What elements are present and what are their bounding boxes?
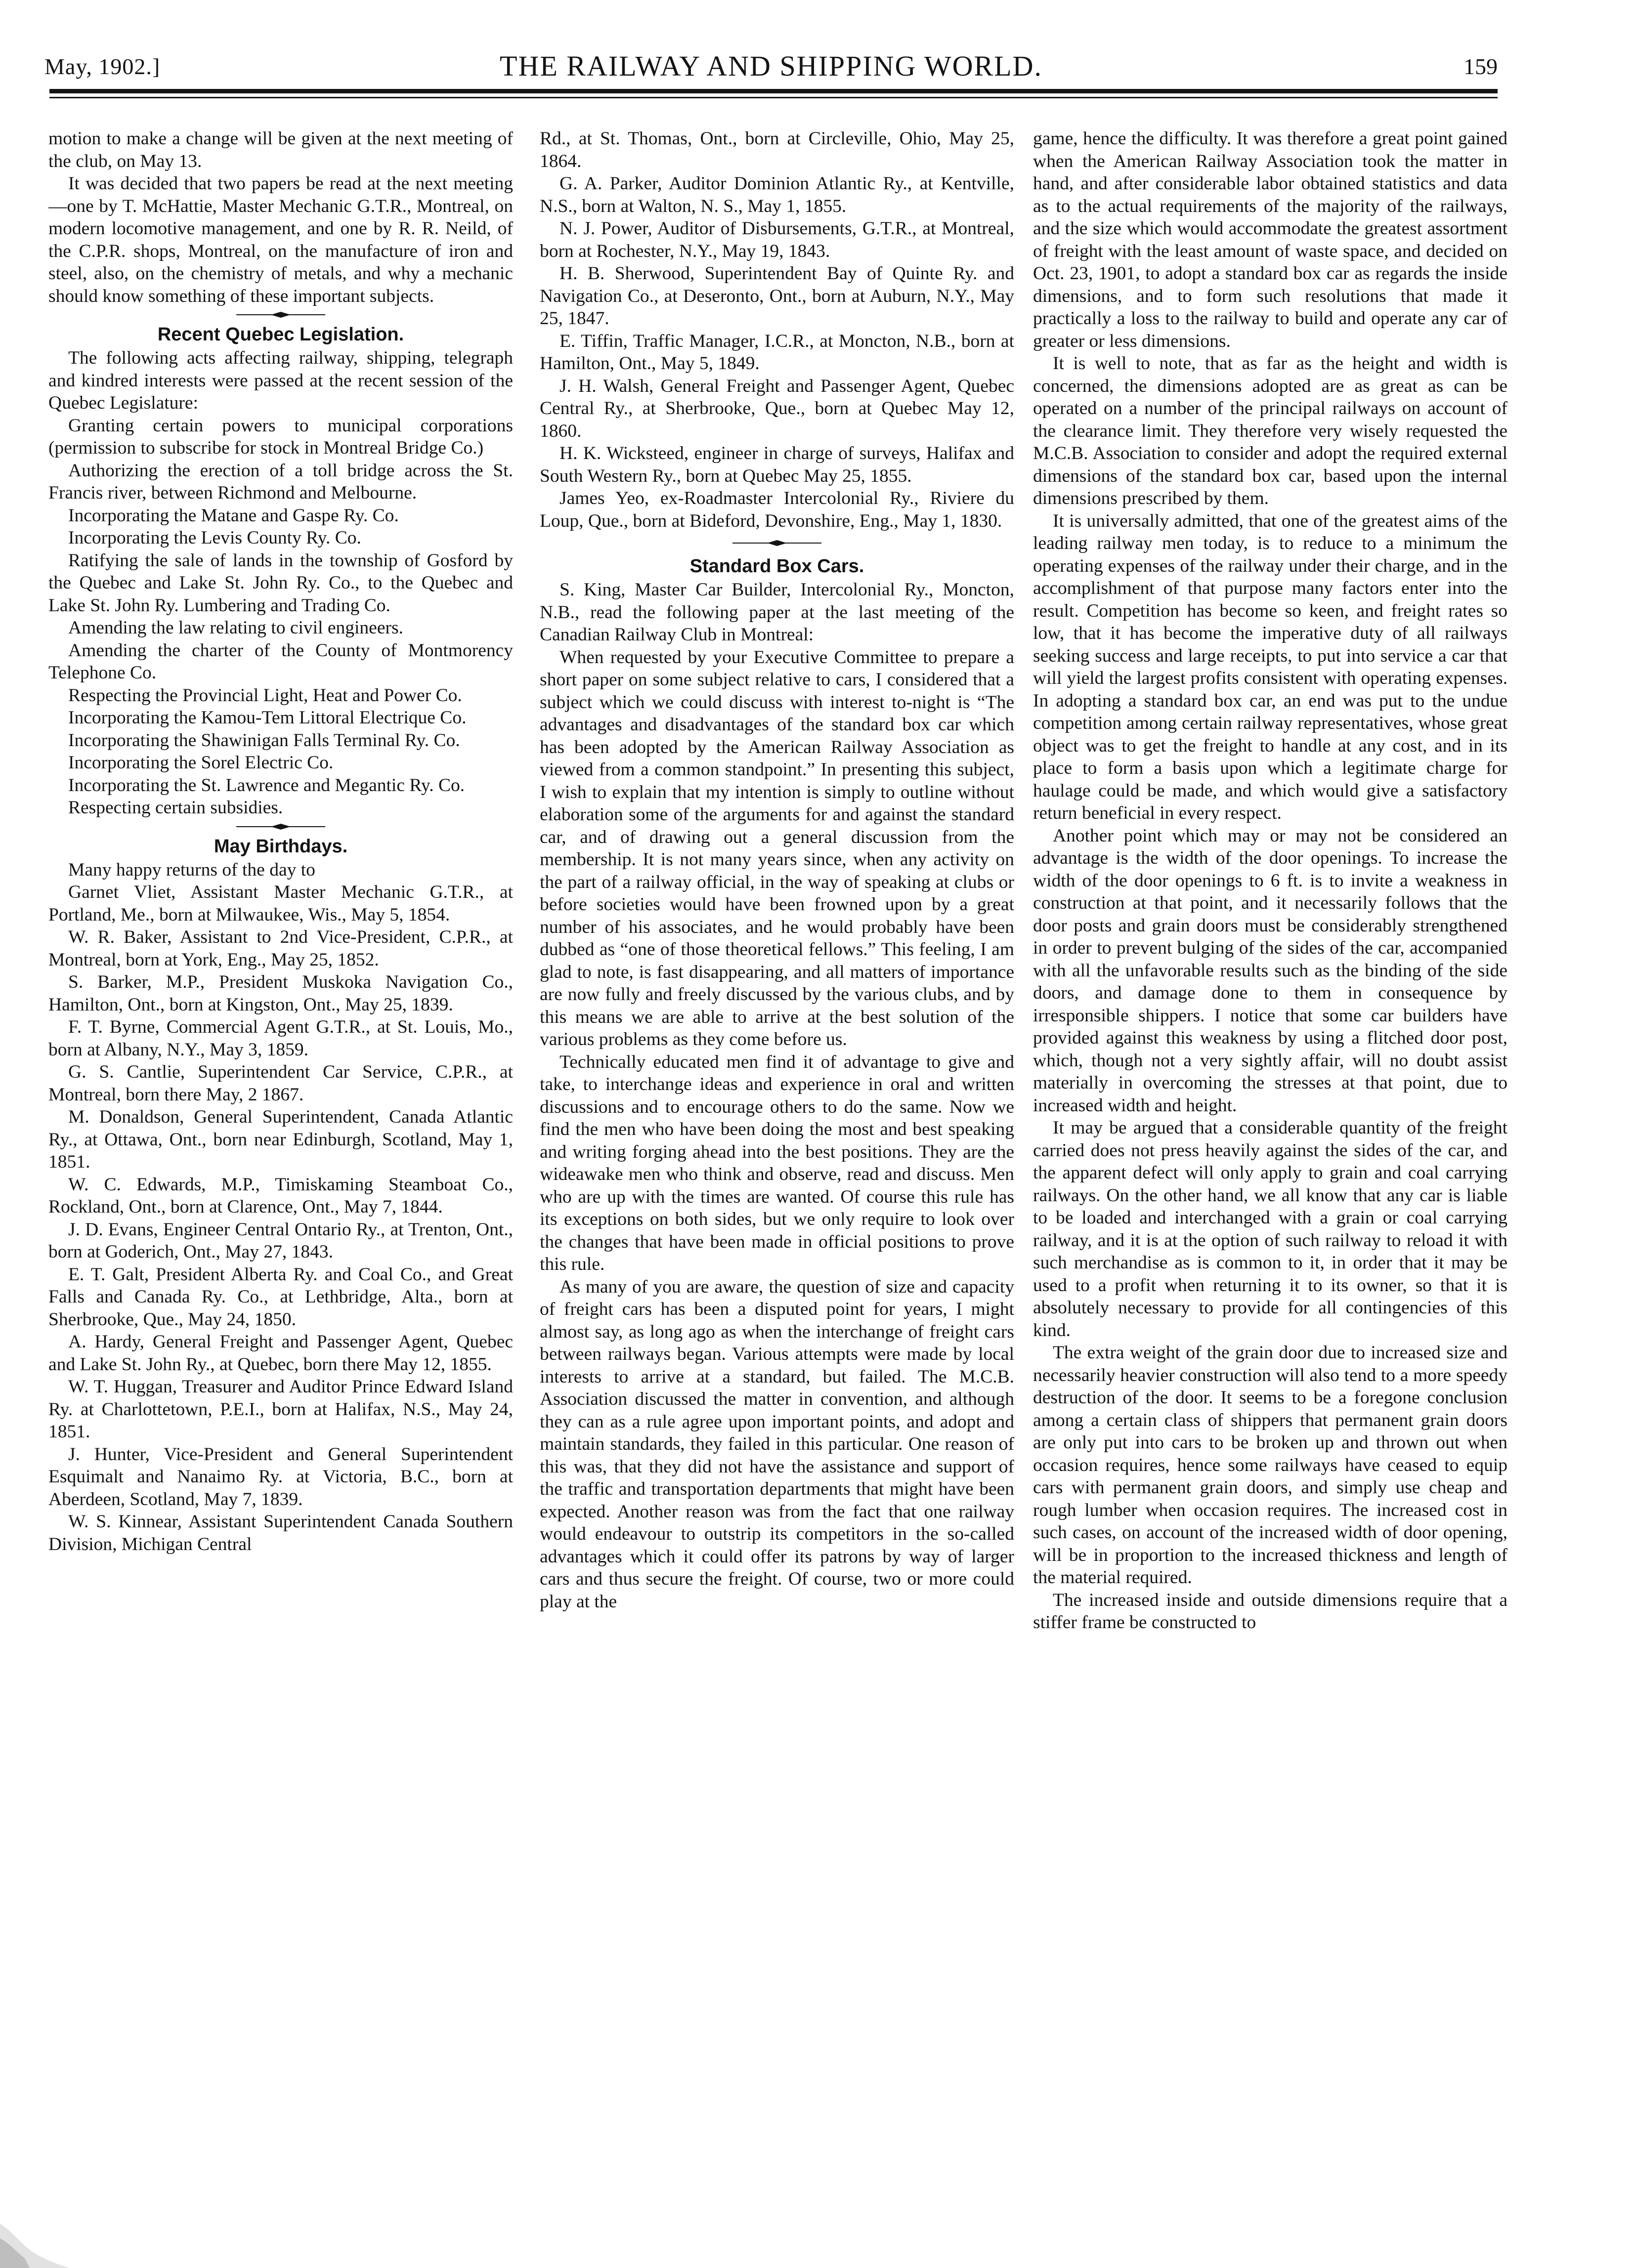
paragraph: Respecting certain subsidies. bbox=[68, 798, 283, 818]
paragraph: Incorporating the Kamou-Tem Littoral Electrique Co. bbox=[68, 708, 467, 728]
column-2 bbox=[540, 127, 1014, 2109]
paragraph: S. King, Master Car Builder, Intercolonial Ry., Moncton, N.B., read the following paper at the last meeting of the Canadian Railway Club in Montreal: bbox=[540, 580, 1014, 645]
page-number: 159 bbox=[1464, 54, 1498, 79]
journal-title: THE RAILWAY AND SHIPPING WORLD. bbox=[500, 50, 1042, 82]
paragraph: H. K. Wicksteed, engineer in charge of surveys, Halifax and South Western Ry., born at Quebec May 25, 1855. bbox=[540, 443, 1014, 486]
paragraph: The increased inside and outside dimensions require that a stiffer frame be constructed to bbox=[1033, 1590, 1507, 1633]
paragraph: W. C. Edwards, M.P., Timiskaming Steamboat Co., Rockland, Ont., born at Clarence, Ont., May 7, 1844. bbox=[48, 1174, 513, 1217]
paragraph: A. Hardy, General Freight and Passenger Agent, Quebec and Lake St. John Ry., at Quebec, born there May 12, 1855. bbox=[48, 1332, 513, 1375]
paragraph: Incorporating the Shawinigan Falls Terminal Ry. Co. bbox=[68, 730, 460, 751]
paragraph: Garnet Vliet, Assistant Master Mechanic G.T.R., at Portland, Me., born at Milwaukee, Wis., May 5, 1854. bbox=[48, 882, 513, 925]
paragraph: Ratifying the sale of lands in the township of Gosford by the Quebec and Lake St. John Ry. Co., to the Quebec and Lake St. John Ry. Lumbering and Trading Co. bbox=[48, 550, 513, 616]
paragraph: motion to make a change will be given at the next meeting of the club, on May 13. bbox=[48, 128, 513, 171]
paragraph: Incorporating the St. Lawrence and Megantic Ry. Co. bbox=[68, 775, 465, 796]
paragraph: W. T. Huggan, Treasurer and Auditor Prince Edward Island Ry. at Charlottetown, P.E.I., born at Halifax, N.S., May 24, 1851. bbox=[48, 1377, 513, 1442]
paragraph: W. S. Kinnear, Assistant Superintendent Canada Southern Division, Michigan Central bbox=[48, 1512, 513, 1554]
paragraph: Incorporating the Matane and Gaspe Ry. Co. bbox=[68, 505, 399, 526]
header-rule-thin bbox=[49, 97, 1498, 98]
column-3 bbox=[1033, 127, 1507, 2109]
paragraph: M. Donaldson, General Superintendent, Canada Atlantic Ry., at Ottawa, Ont., born near Edinburgh, Scotland, May 1, 1851. bbox=[48, 1107, 513, 1172]
section-divider-ornament bbox=[231, 819, 330, 834]
paragraph: Rd., at St. Thomas, Ont., born at Circleville, Ohio, May 25, 1864. bbox=[540, 128, 1014, 171]
paragraph: As many of you are aware, the question of size and capacity of freight cars has been a disputed point for years, I might almost say, as long ago as when the interchange of freight cars between railways began. Various attempts were made by local interests to arrive at a standard, but failed. The M.C.B. Association discussed the matter in convention, and although they can as a rule agree upon important points, and adopt and maintain standards, they failed in this particular. One reason of this was, that they did not have the assistance and support of the traffic and transportation departments that might have been expected. Another reason was from the fact that one railway would endeavour to outstrip its competitors in the so-called advantages which it could offer its patrons by way of larger cars and thus secure the freight. Of course, two or more could play at the bbox=[540, 1276, 1014, 1612]
section-heading: Standard Box Cars. bbox=[689, 556, 864, 577]
section-divider-ornament bbox=[231, 307, 330, 322]
paragraph: Amending the law relating to civil engineers. bbox=[68, 618, 403, 638]
column-1 bbox=[48, 127, 513, 2109]
paragraph: W. R. Baker, Assistant to 2nd Vice-President, C.P.R., at Montreal, born at York, Eng., May 25, 1852. bbox=[48, 927, 513, 970]
paragraph: J. D. Evans, Engineer Central Ontario Ry., at Trenton, Ont., born at Goderich, Ont., May 27, 1843. bbox=[48, 1219, 513, 1262]
paragraph: game, hence the difficulty. It was therefore a great point gained when the American Railway Association took the matter in hand, and after considerable labor obtained statistics and data as to the actual requirements of the majority of the railways, and the size which would accommodate the greatest assortment of freight with the least amount of waste space, and decided on Oct. 23, 1901, to adopt a standard box car as regards the inside dimensions, and to form such resolutions that made it practically a loss to the railway to build and operate any car of greater or less dimensions. bbox=[1033, 128, 1507, 351]
issue-date: May, 1902.] bbox=[44, 54, 161, 79]
paragraph: It is universally admitted, that one of the greatest aims of the leading railway men today, is to reduce to a minimum the operating expenses of the railway under their charge, and in the accomplishment of that purpose many factors enter into the result. Competition has become so keen, and freight rates so low, that it has become the imperative duty of all railways seeking success and large receipts, to put into service a car that will yield the largest profits consistent with operating expenses. In adopting a standard box car, an end was put to the undue competition among certain railway representatives, whose great object was to get the freight to handle at any cost, and in its place to form a basis upon which a legitimate charge for haulage could be made, and which would give a satisfactory return beneficial in every respect. bbox=[1033, 510, 1507, 823]
paragraph: It may be argued that a considerable quantity of the freight carried does not press heavily against the sides of the car, and the apparent defect will only apply to grain and coal carrying railways. On the other hand, we all know that any car is liable to be loaded and interchanged with a grain or coal carrying railway, and it is at the option of such railway to reload it with such merchandise as is common to it, in order that it may be used to a profit when returning it to its owner, so that it is absolutely necessary to provide for all contingencies of this kind. bbox=[1033, 1118, 1507, 1341]
paragraph: Authorizing the erection of a toll bridge across the St. Francis river, between Richmond and Melbourne. bbox=[48, 460, 513, 503]
paragraph: Amending the charter of the County of Montmorency Telephone Co. bbox=[48, 640, 513, 683]
paragraph: The extra weight of the grain door due to increased size and necessarily heavier construction will also tend to a more speedy destruction of the door. It seems to be a foregone conclusion among a certain class of shippers that permanent grain doors are only put into cars to be broken up and thrown out when occasion requires, hence some railways have ceased to equip cars with permanent grain doors, and simply use cheap and rough lumber when occasion requires. The increased cost in such cases, on account of the increased width of door opening, will be in proportion to the increased thickness and length of the material required. bbox=[1033, 1343, 1507, 1588]
paragraph: It was decided that two papers be read at the next meeting—one by T. McHattie, Master Mechanic G.T.R., Montreal, on modern locomotive management, and one by R. R. Neild, of the C.P.R. shops, Montreal, on the manufacture of iron and steel, also, on the chemistry of metals, and why a mechanic should know something of these important subjects. bbox=[48, 173, 513, 306]
paragraph: James Yeo, ex-Roadmaster Intercolonial Ry., Riviere du Loup, Que., born at Bideford, Devonshire, Eng., May 1, 1830. bbox=[540, 488, 1014, 531]
paragraph: Another point which may or may not be considered an advantage is the width of the door openings. To increase the width of the door openings to 6 ft. is to invite a weakness in construction at that point, and it necessarily follows that the door posts and grain doors must be considerably strengthened in order to prevent bulging of the sides of the car, accompanied with all the unfavorable results such as the binding of the side doors, and damage done to them in consequence by irresponsible shippers. I notice that some car builders have provided against this weakness by using a flitched door post, which, though not a very sightly affair, will no doubt assist materially in overcoming the stresses at that point, due to increased width and height. bbox=[1033, 825, 1507, 1116]
section-heading: Recent Quebec Legislation. bbox=[157, 324, 404, 345]
paragraph: Technically educated men find it of advantage to give and take, to interchange ideas and experience in oral and written discussions and to encourage others to do the same. Now we find the men who have been doing the most and best speaking and writing forging ahead into the best positions. They are the wideawake men who think and observe, read and discuss. Men who are up with the times are wanted. Of course this rule has its exceptions on both sides, but we only require to look over the changes that have been made in official positions to prove this rule. bbox=[540, 1051, 1014, 1274]
paragraph: Incorporating the Sorel Electric Co. bbox=[68, 753, 334, 773]
paragraph: J. Hunter, Vice-President and General Superintendent Esquimalt and Nanaimo Ry. at Victoria, B.C., born at Aberdeen, Scotland, May 7, 1839. bbox=[48, 1444, 513, 1510]
paragraph: The following acts affecting railway, shipping, telegraph and kindred interests were passed at the recent session of the Quebec Legislature: bbox=[48, 348, 513, 413]
paragraph: J. H. Walsh, General Freight and Passenger Agent, Quebec Central Ry., at Sherbrooke, Que., born at Quebec May 12, 1860. bbox=[540, 376, 1014, 441]
paragraph: Many happy returns of the day to bbox=[68, 859, 315, 880]
paragraph: G. A. Parker, Auditor Dominion Atlantic Ry., at Kentville, N.S., born at Walton, N. S., May 1, 1855. bbox=[540, 173, 1014, 216]
paper-corner-stain bbox=[0, 2214, 69, 2268]
section-divider-ornament bbox=[728, 532, 826, 554]
paragraph: Incorporating the Levis County Ry. Co. bbox=[68, 528, 361, 548]
paragraph: N. J. Power, Auditor of Disbursements, G.T.R., at Montreal, born at Rochester, N.Y., May 19, 1843. bbox=[540, 218, 1014, 261]
paragraph: Granting certain powers to municipal corporations (permission to subscribe for stock in Montreal Bridge Co.) bbox=[48, 415, 513, 458]
header-rule-thick bbox=[49, 89, 1498, 93]
paragraph: S. Barker, M.P., President Muskoka Navigation Co., Hamilton, Ont., born at Kingston, Ont., May 25, 1839. bbox=[48, 972, 513, 1015]
paragraph: E. Tiffin, Traffic Manager, I.C.R., at Moncton, N.B., born at Hamilton, Ont., May 5, 1849. bbox=[540, 331, 1014, 374]
paragraph: G. S. Cantlie, Superintendent Car Service, C.P.R., at Montreal, born there May, 2 1867. bbox=[48, 1062, 513, 1105]
paragraph: It is well to note, that as far as the height and width is concerned, the dimensions adopted are as great as can be operated on a number of the principal railways on account of the clearance limit. They therefore very wisely requested the M.C.B. Association to consider and adopt the required external dimensions of the standard box car, based upon the internal dimensions prescribed by them. bbox=[1033, 353, 1507, 508]
paragraph: H. B. Sherwood, Superintendent Bay of Quinte Ry. and Navigation Co., at Deseronto, Ont., born at Auburn, N.Y., May 25, 1847. bbox=[540, 263, 1014, 329]
paragraph: When requested by your Executive Committee to prepare a short paper on some subject relative to cars, I considered that a subject which we could discuss with interest to-night is “The advantages and disadvantages of the standard box car which has been adopted by the American Railway Association as viewed from a common standpoint.” In presenting this subject, I wish to explain that my intention is simply to outline without elaboration some of the arguments for and against the standard car, and of drawing out a general discussion from the membership. It is not many years since, when any activity on the part of a railway official, in the way of speaking at clubs or before societies would have been frowned upon by a great number of his associates, and he would probably have been dubbed as “one of those theoretical fellows.” This feeling, I am glad to note, is fast disappearing, and all matters of importance are now fully and freely discussed by the various clubs, and by this means we are able to arrive at the best solution of the various problems as they come before us. bbox=[540, 647, 1014, 1050]
paragraph: Respecting the Provincial Light, Heat and Power Co. bbox=[68, 685, 462, 706]
paragraph: E. T. Galt, President Alberta Ry. and Coal Co., and Great Falls and Canada Ry. Co., at Lethbridge, Alta., born at Sherbrooke, Que., May 24, 1850. bbox=[48, 1264, 513, 1330]
paragraph: F. T. Byrne, Commercial Agent G.T.R., at St. Louis, Mo., born at Albany, N.Y., May 3, 1859. bbox=[48, 1017, 513, 1060]
section-heading: May Birthdays. bbox=[214, 836, 348, 857]
